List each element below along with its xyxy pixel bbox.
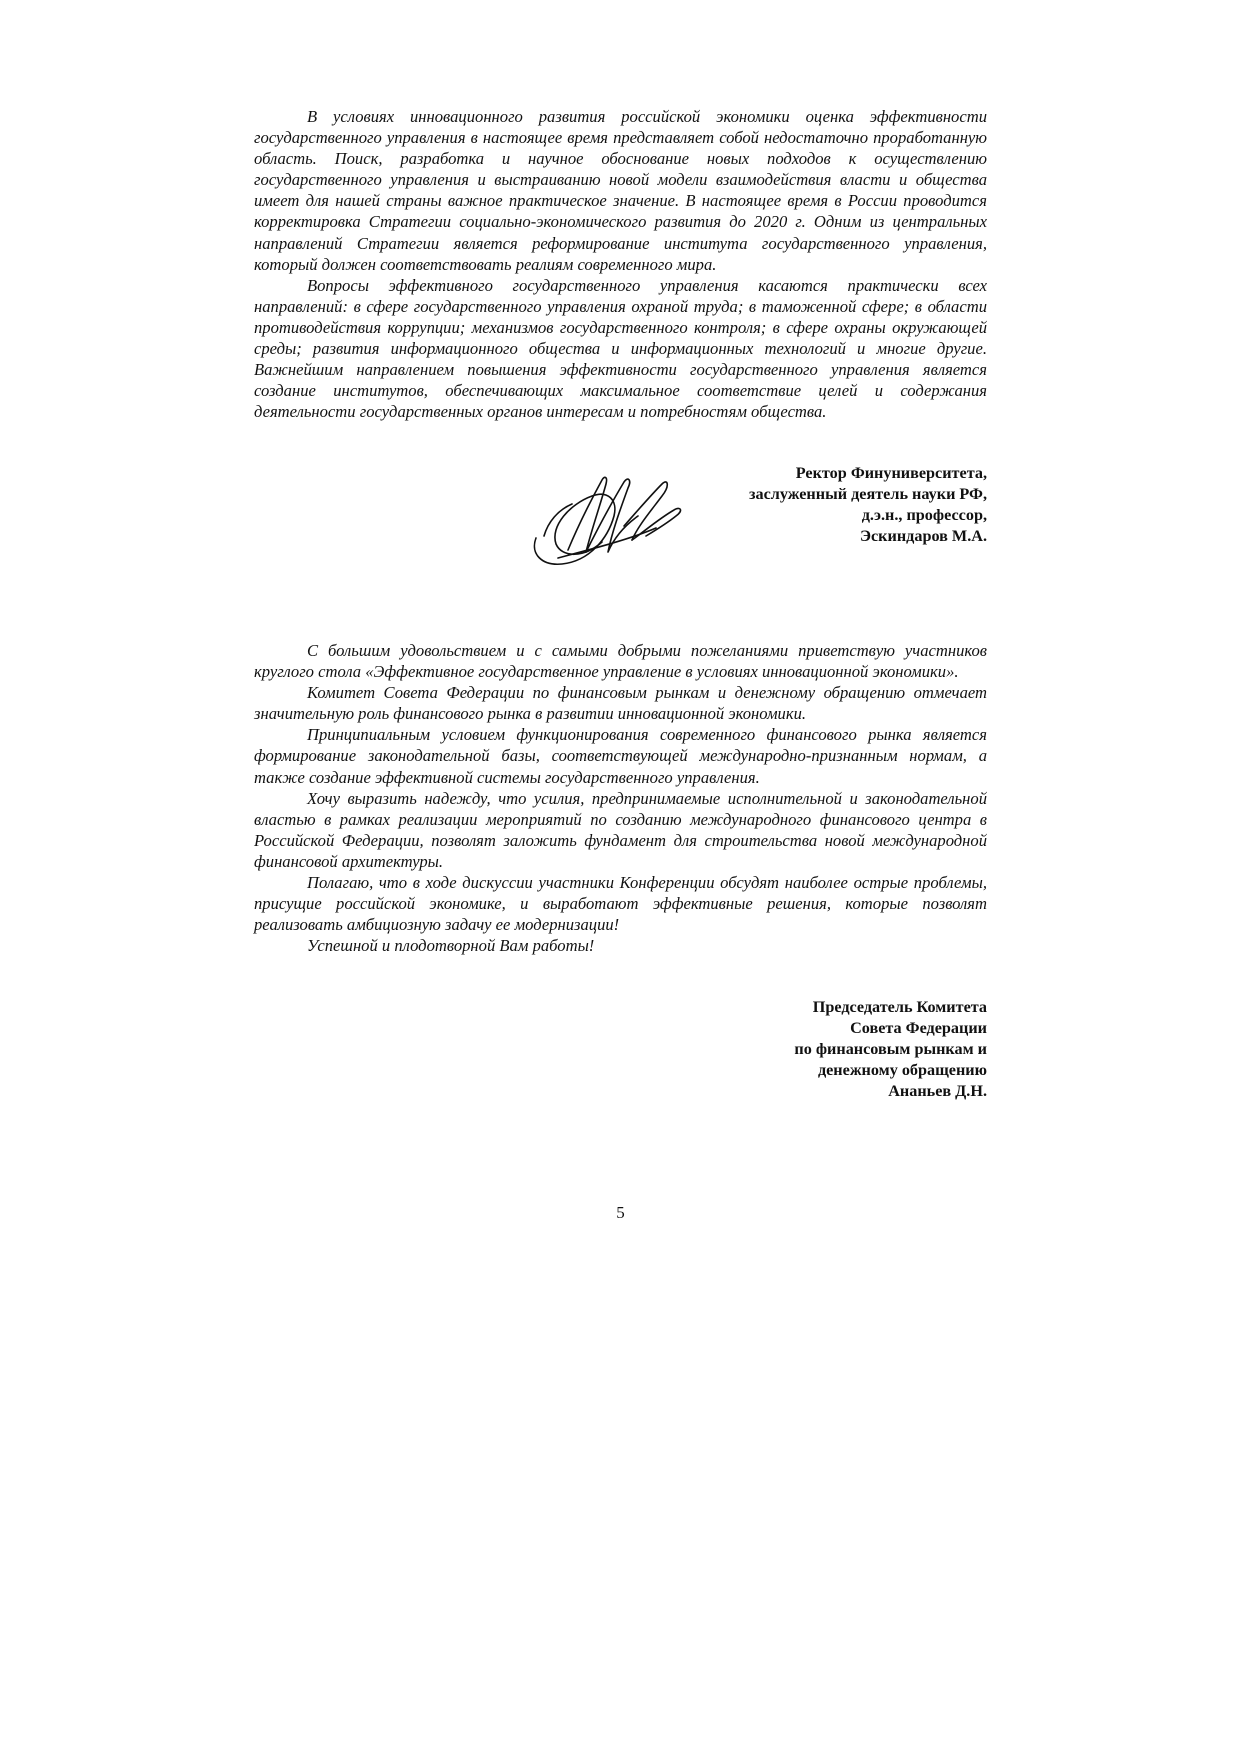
letter-committee-paragraph-6: Успешной и плодотворной Вам работы! [307, 936, 595, 956]
letter-committee-paragraph-4: Хочу выразить надежду, что усилия, предпринимаемые исполнительной и законодательной властью в рамках реализации мероприятий по созданию международного финансового центра в Российской Федерации, позволят заложить фундамент для строительства новой международной финансовой архитектуры. [254, 788, 987, 871]
committee-title-line-1: Председатель Комитета [812, 998, 987, 1016]
letter-committee-paragraph-2: Комитет Совета Федерации по финансовым рынкам и денежному обращению отмечает значительную роль финансового рынка в развитии инновационной экономики. [254, 683, 987, 724]
letter-committee-paragraph-5: Полагаю, что в ходе дискуссии участники Конференции обсудят наиболее острые проблемы, присущие российской экономике, и выработают эффективные решения, которые позволят реализовать амбициозную задачу ее модернизации! [254, 873, 987, 935]
rector-name: Эскиндаров М.А. [860, 527, 987, 545]
committee-chair-name: Ананьев Д.Н. [888, 1082, 987, 1100]
letter-rector-paragraph-2: Вопросы эффективного государственного управления касаются практически всех направлений: в сфере государственного управления охраной труда; в таможенной сфере; в области противодействия коррупции; механизмов государственного контроля; в сфере охраны окружающей среды; развития информационного общества и информационных технологий и многие другие. Важнейшим направлением повышения эффективности государственного управления является создание институтов, обеспечивающих максимальное соответствие целей и содержания деятельности государственных органов интересам и потребностям общества. [254, 275, 987, 422]
letter-committee-paragraph-1: С большим удовольствием и с самыми добрыми пожеланиями приветствую участников круглого стола «Эффективное государственное управление в условиях инновационной экономики». [254, 641, 987, 682]
letter-rector [254, 106, 987, 422]
letter-rector-paragraph-1: В условиях инновационного развития российской экономики оценка эффективности государственного управления в настоящее время представляет собой недостаточно проработанную область. Поиск, разработка и научное обоснование новых подходов к осуществлению государственного управления и выстраиванию новой модели взаимодействия власти и общества имеет для нашей страны важное практическое значение. В настоящее время в России проводится корректировка Стратегии социально-экономического развития до 2020 г. Одним из центральных направлений Стратегии является реформирование института государственного управления, который должен соответствовать реалиям современного мира. [254, 107, 987, 274]
letter-committee-paragraph-3: Принципиальным условием функционирования современного финансового рынка является формирование законодательной базы, соответствующей международно-признанным нормам, а также создание эффективной системы государственного управления. [254, 725, 987, 787]
committee-title-line-4: денежному обращению [817, 1061, 987, 1079]
committee-title-line-2: Совета Федерации [850, 1019, 987, 1037]
page-number: 5 [616, 1203, 625, 1222]
rector-title-line-3: д.э.н., профессор, [861, 506, 987, 524]
letter-federation-council [254, 640, 987, 956]
rector-title-line-2: заслуженный деятель науки РФ, [748, 485, 987, 503]
rector-signature-block [749, 463, 987, 547]
handwritten-signature-icon [528, 466, 694, 570]
rector-title-line-1: Ректор Финуниверситета, [795, 464, 987, 482]
committee-signature-block [794, 997, 987, 1102]
committee-title-line-3: по финансовым рынкам и [794, 1040, 987, 1058]
